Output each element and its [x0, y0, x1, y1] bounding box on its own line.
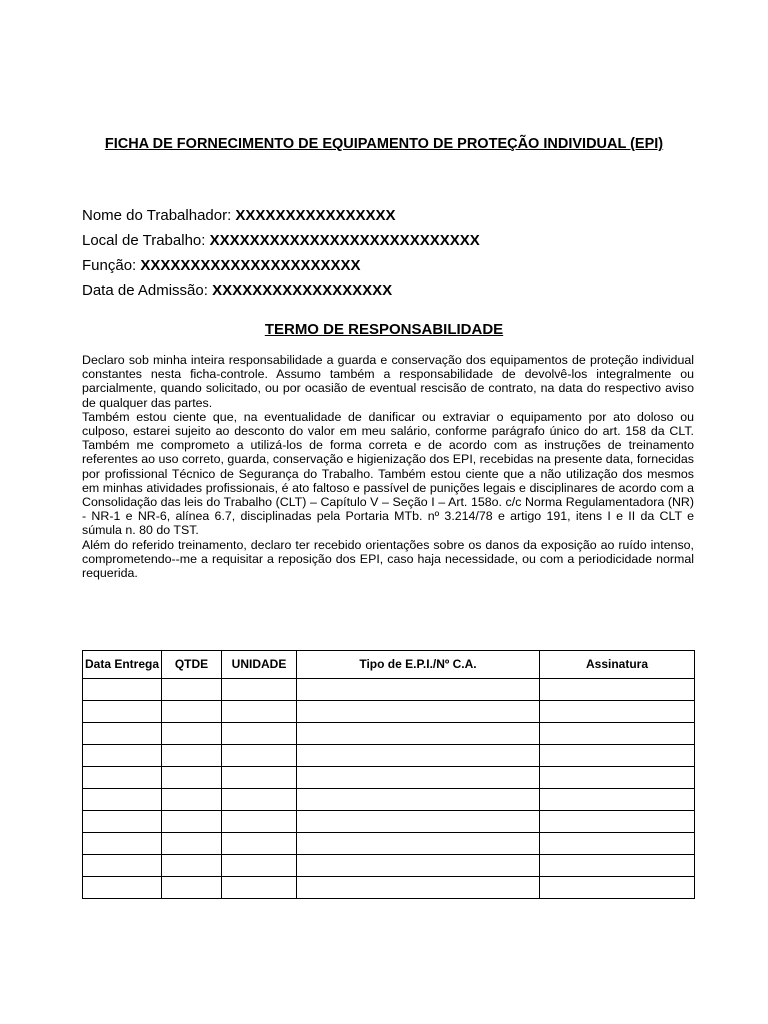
cell-quantity — [162, 833, 222, 855]
cell-signature — [540, 723, 695, 745]
cell-quantity — [162, 877, 222, 899]
cell-epi-type — [297, 679, 540, 701]
cell-unit — [222, 679, 297, 701]
field-value: XXXXXXXXXXXXXXXXXX — [212, 282, 393, 299]
epi-delivery-table — [82, 650, 695, 899]
cell-delivery-date — [83, 679, 162, 701]
cell-delivery-date — [83, 745, 162, 767]
cell-epi-type — [297, 877, 540, 899]
field-role — [82, 256, 702, 281]
table-row — [83, 701, 695, 723]
cell-quantity — [162, 723, 222, 745]
cell-unit — [222, 811, 297, 833]
table-row — [83, 789, 695, 811]
cell-unit — [222, 723, 297, 745]
cell-epi-type — [297, 855, 540, 877]
cell-unit — [222, 855, 297, 877]
field-admission-date — [82, 281, 702, 306]
cell-signature — [540, 855, 695, 877]
cell-signature — [540, 701, 695, 723]
table-row — [83, 723, 695, 745]
document-title: FICHA DE FORNECIMENTO DE EQUIPAMENTO DE PROTEÇÃO INDIVIDUAL (EPI) — [104, 136, 664, 152]
cell-epi-type — [297, 811, 540, 833]
cell-epi-type — [297, 767, 540, 789]
cell-quantity — [162, 701, 222, 723]
cell-quantity — [162, 745, 222, 767]
term-paragraph: Além do referido treinamento, declaro ter recebido orientações sobre os danos da exposição ao ruído intenso, comprometendo--me a requisitar a reposição dos EPI, caso haja necessidade, ou com a periodicidade normal requerida. — [82, 537, 694, 581]
cell-signature — [540, 767, 695, 789]
cell-quantity — [162, 811, 222, 833]
cell-epi-type — [297, 701, 540, 723]
field-label: Local de Trabalho: — [82, 232, 210, 249]
table-row — [83, 855, 695, 877]
cell-signature — [540, 833, 695, 855]
table-row — [83, 745, 695, 767]
cell-signature — [540, 811, 695, 833]
cell-delivery-date — [83, 789, 162, 811]
field-value: XXXXXXXXXXXXXXXXXXXXXXXXXXX — [209, 232, 480, 249]
header-delivery-date: Data Entrega — [83, 651, 162, 679]
field-value: XXXXXXXXXXXXXXXXXXXXXX — [140, 257, 361, 274]
cell-unit — [222, 877, 297, 899]
cell-delivery-date — [83, 723, 162, 745]
field-label: Data de Admissão: — [82, 282, 213, 299]
field-workplace — [82, 231, 702, 256]
cell-epi-type — [297, 745, 540, 767]
cell-epi-type — [297, 833, 540, 855]
table-header-row — [83, 651, 695, 679]
term-paragraph: Também estou ciente que, na eventualidade de danificar ou extraviar o equipamento por ato doloso ou culposo, estarei sujeito ao desconto do valor em meu salário, conforme parágrafo único do art. 158 da CLT. Também me comprometo a utilizá-los de forma correta e de acordo com as instruções de treinamento referentes ao uso correto, guarda, conservação e higienização dos EPI, recebidas na presente data, fornecidas por profissional Técnico de Segurança do Trabalho. Também estou ciente que a não utilização dos mesmos em minhas atividades profissionais, é ato faltoso e passível de punições legais e disciplinares de acordo com a Consolidação das leis do Trabalho (CLT) – Capítulo V – Seção I – Art. 158o. c/c Norma Regulamentadora (NR) - NR-1 e NR-6, alínea 6.7, disciplinadas pela Portaria MTb. nº 3.214/78 e artigo 191, itens I e II da CLT e súmula n. 80 do TST. — [82, 409, 694, 538]
header-unit: UNIDADE — [222, 651, 297, 679]
cell-epi-type — [297, 789, 540, 811]
cell-quantity — [162, 855, 222, 877]
cell-delivery-date — [83, 811, 162, 833]
cell-delivery-date — [83, 833, 162, 855]
worker-info — [82, 206, 702, 306]
term-body — [82, 353, 694, 580]
cell-epi-type — [297, 723, 540, 745]
cell-quantity — [162, 679, 222, 701]
cell-delivery-date — [83, 767, 162, 789]
cell-delivery-date — [83, 877, 162, 899]
term-title: TERMO DE RESPONSABILIDADE — [264, 321, 504, 338]
cell-quantity — [162, 789, 222, 811]
field-worker-name — [82, 206, 702, 231]
cell-unit — [222, 789, 297, 811]
term-paragraph: Declaro sob minha inteira responsabilidade a guarda e conservação dos equipamentos de proteção individual constantes nesta ficha-controle. Assumo também a responsabilidade de devolvê-los integralmente ou parcialmente, quando solicitado, ou por ocasião de eventual rescisão de contrato, na data do respectivo aviso de qualquer das partes. — [82, 353, 694, 410]
cell-unit — [222, 767, 297, 789]
header-signature: Assinatura — [540, 651, 695, 679]
table-row — [83, 877, 695, 899]
table-row — [83, 833, 695, 855]
cell-signature — [540, 877, 695, 899]
table-row — [83, 767, 695, 789]
cell-signature — [540, 745, 695, 767]
cell-unit — [222, 833, 297, 855]
cell-delivery-date — [83, 855, 162, 877]
field-label: Nome do Trabalhador: — [82, 207, 236, 224]
header-epi-type: Tipo de E.P.I./Nº C.A. — [297, 651, 540, 679]
cell-unit — [222, 701, 297, 723]
table-row — [83, 679, 695, 701]
cell-signature — [540, 679, 695, 701]
field-value: XXXXXXXXXXXXXXXX — [235, 207, 396, 224]
header-quantity: QTDE — [162, 651, 222, 679]
cell-quantity — [162, 767, 222, 789]
cell-unit — [222, 745, 297, 767]
cell-delivery-date — [83, 701, 162, 723]
field-label: Função: — [82, 257, 141, 274]
table-row — [83, 811, 695, 833]
cell-signature — [540, 789, 695, 811]
